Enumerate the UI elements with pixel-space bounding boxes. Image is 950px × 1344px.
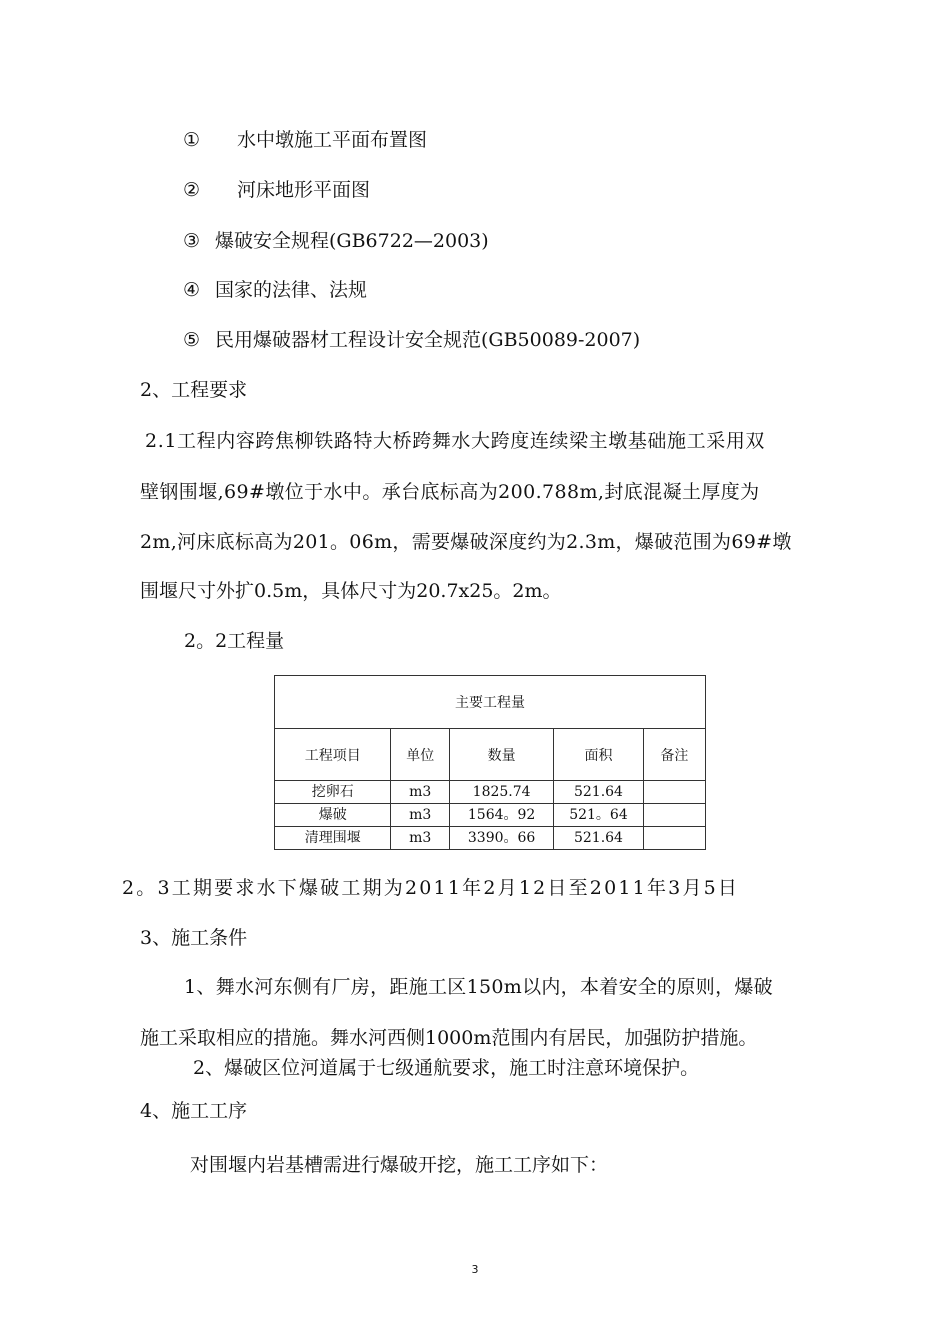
paragraph-line: 施工采取相应的措施。舞水河西侧1000m范围内有居民，加强防护措施。: [140, 1027, 758, 1049]
reference-text: 爆破安全规程(GB6722—2003): [215, 230, 489, 252]
reference-item: [183, 178, 370, 202]
reference-text: 河床地形平面图: [237, 179, 371, 201]
table-cell: 521。64: [554, 804, 643, 827]
table-row: [275, 827, 706, 850]
paragraph-line: 围堰尺寸外扩0.5m，具体尺寸为20.7x25。2m。: [140, 580, 562, 602]
table-cell: [643, 804, 705, 827]
table-row: [275, 804, 706, 827]
quantity-table: [274, 675, 706, 850]
paragraph-line: 2.1工程内容跨焦柳铁路特大桥跨舞水大跨度连续梁主墩基础施工采用双: [145, 430, 766, 452]
table-cell: 挖卵石: [275, 781, 391, 804]
table-cell: 1825.74: [449, 781, 553, 804]
table-cell: 3390。66: [449, 827, 553, 850]
reference-item: [183, 229, 489, 253]
table-caption: 主要工程量: [275, 676, 706, 729]
table-cell: 521.64: [554, 827, 643, 850]
table-cell: 1564。92: [449, 804, 553, 827]
table-cell: m3: [391, 781, 449, 804]
column-header: 工程项目: [275, 729, 391, 781]
reference-text: 国家的法律、法规: [215, 279, 368, 301]
table-cell: m3: [391, 827, 449, 850]
reference-item: [183, 278, 367, 302]
reference-item: [183, 328, 640, 352]
reference-text: 水中墩施工平面布置图: [237, 129, 428, 151]
table-row: [275, 781, 706, 804]
paragraph-line: 2、爆破区位河道属于七级通航要求，施工时注意环境保护。: [193, 1057, 700, 1079]
table-cell: 521.64: [554, 781, 643, 804]
table-header-row: [275, 729, 706, 781]
reference-number: ⑤: [183, 329, 201, 351]
table-cell: [643, 781, 705, 804]
reference-item: [183, 128, 427, 152]
paragraph-line: 对围堰内岩基槽需进行爆破开挖，施工工序如下：: [190, 1154, 609, 1176]
paragraph-line: 壁钢围堰,69#墩位于水中。承台底标高为200.788m,封底混凝土厚度为: [140, 481, 760, 503]
reference-number: ②: [183, 179, 201, 201]
subsection-heading: 2。2工程量: [184, 630, 285, 652]
table-cell: [643, 827, 705, 850]
table-cell: m3: [391, 804, 449, 827]
reference-number: ③: [183, 230, 201, 252]
section-heading: 4、施工工序: [140, 1100, 248, 1122]
column-header: 备注: [643, 729, 705, 781]
paragraph-line: 2。3工期要求水下爆破工期为2011年2月12日至2011年3月5日: [122, 877, 740, 899]
section-heading: 3、施工条件: [140, 927, 248, 949]
section-heading: 2、工程要求: [140, 379, 248, 401]
reference-number: ④: [183, 279, 201, 301]
reference-text: 民用爆破器材工程设计安全规范(GB50089-2007): [215, 329, 641, 351]
table-cell: 清理围堰: [275, 827, 391, 850]
column-header: 数量: [449, 729, 553, 781]
column-header: 单位: [391, 729, 449, 781]
column-header: 面积: [554, 729, 643, 781]
paragraph-line: 1、舞水河东侧有厂房，距施工区150m以内，本着安全的原则，爆破: [184, 976, 773, 998]
table-cell: 爆破: [275, 804, 391, 827]
reference-number: ①: [183, 129, 201, 151]
page-number: 3: [471, 1263, 479, 1276]
paragraph-line: 2m,河床底标高为201。06m，需要爆破深度约为2.3m，爆破范围为69#墩: [140, 531, 792, 553]
